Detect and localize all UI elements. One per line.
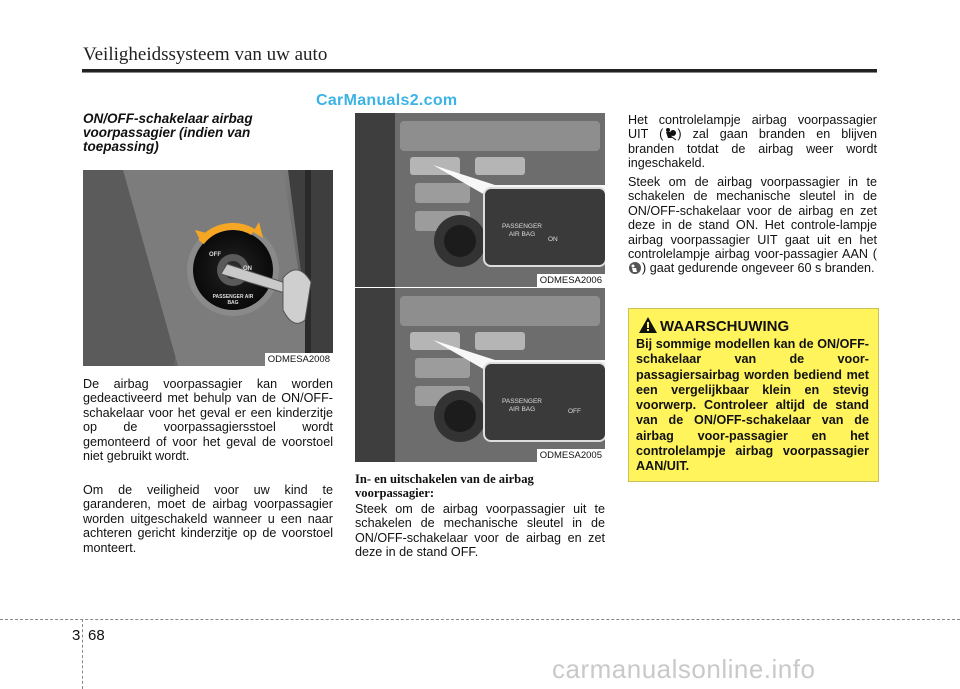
- callout-state-on: ON: [548, 236, 558, 243]
- airbag-off-icon: [663, 127, 677, 141]
- paragraph-switch-on: [628, 175, 877, 276]
- header-rule-light: [82, 72, 877, 73]
- paragraph-indicator-off: [628, 113, 877, 171]
- paragraph-child-safety: Om de veiligheid voor uw kind te garanderen, moet de airbag voorpassagier worden uitgeschakeld wanneer u een naar achteren gericht kinderzitje op de voorstoel monteert.: [83, 483, 333, 555]
- footer-divider: [0, 619, 960, 620]
- warning-title: WAARSCHUWING: [660, 318, 790, 335]
- watermark-bottom[interactable]: carmanualsonline.info: [552, 654, 816, 684]
- warning-triangle-icon: [639, 317, 657, 338]
- heading-toggle-airbag: In- en uitschakelen van de airbag voorpassagier:: [355, 472, 534, 500]
- footer-page-number: 68: [88, 627, 105, 644]
- switch-photo-illustration: [83, 170, 333, 366]
- figure-code-2008: ODMESA2008: [265, 353, 333, 366]
- switch-on-text-b: ) gaat gedurende ongeveer 60 s branden.: [642, 261, 875, 276]
- section-heading: ON/OFF-schakelaar airbag voorpassagier (indien van toepassing): [83, 111, 253, 154]
- footer-section-number: 3: [72, 627, 81, 644]
- callout-panel-label-off: PASSENGER AIR BAG: [502, 398, 542, 413]
- paragraph-switch-off: Steek om de airbag voorpassagier uit te schakelen de mechanische sleutel in de ON/OFF-schakelaar voor de airbag en zet deze in de stand OFF.: [355, 502, 605, 560]
- callout-panel-label-on: PASSENGER AIR BAG: [502, 223, 542, 238]
- figure-console-on: [355, 113, 605, 287]
- warning-text: Bij sommige modellen kan de ON/OFF-schakelaar van de voor-passagiersairbag worden bediend met een vergelijkbaar klein en stevig voorwerp. Controleer altijd de stand van de ON/OFF-schakelaar van de airbag voor-passagier en het controlelampje airbag voorpassagier AAN/UIT.: [636, 337, 869, 474]
- watermark-top[interactable]: CarManuals2.com: [316, 92, 458, 109]
- switch-on-label: ON: [243, 266, 252, 272]
- paragraph-deactivate: De airbag voorpassagier kan worden gedeactiveerd met behulp van de ON/OFF-schakelaar voor het geval er een kinderzitje op de voorpassagiersstoel wordt gemonteerd of voor het geval de voorstoel niet gebruikt wordt.: [83, 377, 333, 464]
- switch-on-text-a: Steek om de airbag voorpassagier in te schakelen de mechanische sleutel in de ON/OFF-schakelaar voor de airbag en zet deze in de stand ON. Het controle-lampje airbag voorpassagier UIT gaat uit en het controlelampje airbag voor-passagier AAN (: [628, 175, 877, 262]
- header-title: Veiligheidssysteem van uw auto: [83, 44, 328, 65]
- figure-code-2005: ODMESA2005: [537, 449, 605, 462]
- switch-off-label: OFF: [209, 252, 221, 258]
- footer-vertical-divider: [82, 619, 83, 689]
- indicator-off-text-b: ) zal gaan branden en blijven branden totdat de airbag weer wordt ingeschakeld.: [628, 127, 877, 171]
- figure-console-off: [355, 288, 605, 462]
- switch-passenger-label: PASSENGER AIR BAG: [212, 294, 254, 306]
- callout-state-off: OFF: [568, 408, 581, 415]
- indicator-off-text-a: Het controlelampje airbag voorpassagier UIT (: [628, 113, 877, 142]
- figure-code-2006: ODMESA2006: [537, 274, 605, 287]
- figure-switch-photo: [83, 170, 333, 366]
- airbag-on-icon: [628, 261, 642, 275]
